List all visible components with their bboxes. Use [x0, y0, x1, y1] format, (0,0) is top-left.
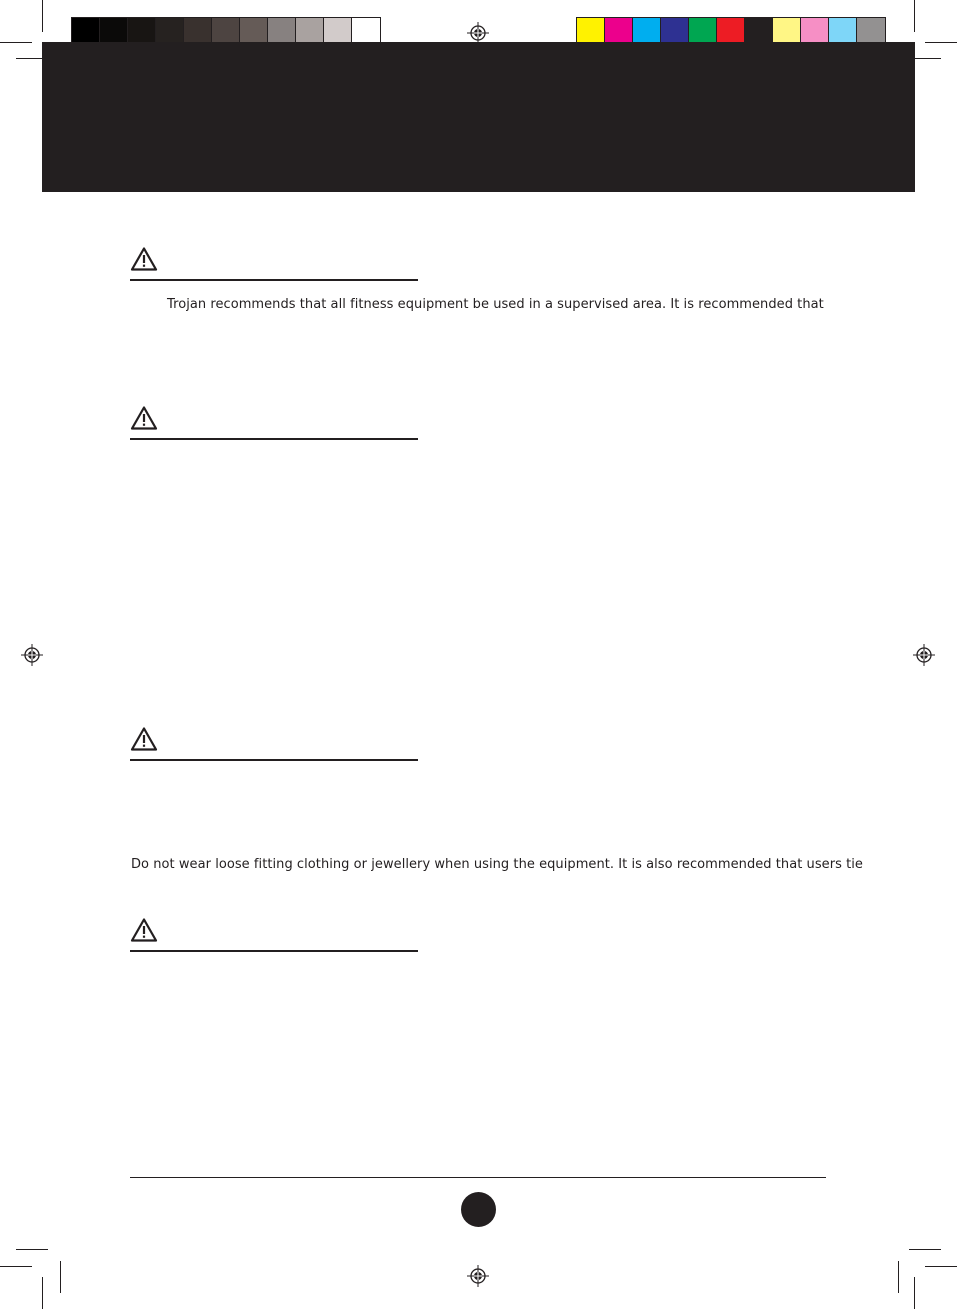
- registration-mark-icon: [467, 22, 489, 44]
- warning-triangle-icon: [130, 405, 158, 431]
- process-swatch: [689, 18, 717, 44]
- gray-swatch: [212, 18, 240, 44]
- gray-swatch: [324, 18, 352, 44]
- registration-mark-icon: [21, 644, 43, 666]
- process-swatch: [801, 18, 829, 44]
- crop-mark-top-right-h: [925, 42, 957, 43]
- crop-mark-bottom-left-h2: [16, 1249, 48, 1250]
- process-swatch: [577, 18, 605, 44]
- process-swatch: [661, 18, 689, 44]
- registration-mark-icon: [913, 644, 935, 666]
- gray-swatch: [128, 18, 156, 44]
- gray-swatch: [240, 18, 268, 44]
- clothing-text: Do not wear loose fitting clothing or jewellery when using the equipment. It is also recommended that users tie: [131, 857, 863, 872]
- gray-swatch: [72, 18, 100, 44]
- crop-mark-bottom-right-h2: [909, 1249, 941, 1250]
- crop-mark-bottom-left-h: [0, 1266, 32, 1267]
- process-color-bar: [576, 17, 886, 45]
- section-rule: [130, 279, 418, 281]
- registration-mark-icon: [467, 1265, 489, 1287]
- gray-swatch: [296, 18, 324, 44]
- warning-triangle-icon: [130, 917, 158, 943]
- process-swatch: [717, 18, 745, 44]
- process-swatch: [633, 18, 661, 44]
- section-rule: [130, 950, 418, 952]
- process-swatch: [605, 18, 633, 44]
- section-rule: [130, 759, 418, 761]
- gray-swatch: [352, 18, 380, 44]
- crop-mark-bottom-left-v2: [60, 1261, 61, 1293]
- crop-mark-bottom-right-h: [925, 1266, 957, 1267]
- crop-mark-top-right-v: [914, 0, 915, 32]
- process-swatch: [745, 18, 773, 44]
- page-number-badge: [461, 1192, 496, 1227]
- section-rule: [130, 438, 418, 440]
- supervision-text: Trojan recommends that all fitness equipment be used in a supervised area. It is recommended that: [167, 297, 824, 312]
- warning-triangle-icon: [130, 246, 158, 272]
- crop-mark-bottom-right-v: [914, 1277, 915, 1309]
- crop-mark-bottom-left-v: [42, 1277, 43, 1309]
- header-band: [42, 42, 915, 192]
- gray-color-bar: [71, 17, 381, 45]
- warning-triangle-icon: [130, 726, 158, 752]
- gray-swatch: [268, 18, 296, 44]
- crop-mark-top-left-v: [42, 0, 43, 32]
- gray-swatch: [100, 18, 128, 44]
- process-swatch: [829, 18, 857, 44]
- crop-mark-bottom-right-v2: [898, 1261, 899, 1293]
- gray-swatch: [184, 18, 212, 44]
- process-swatch: [773, 18, 801, 44]
- crop-mark-top-left-h: [0, 42, 32, 43]
- footer-rule: [130, 1177, 826, 1178]
- gray-swatch: [156, 18, 184, 44]
- process-swatch: [857, 18, 885, 44]
